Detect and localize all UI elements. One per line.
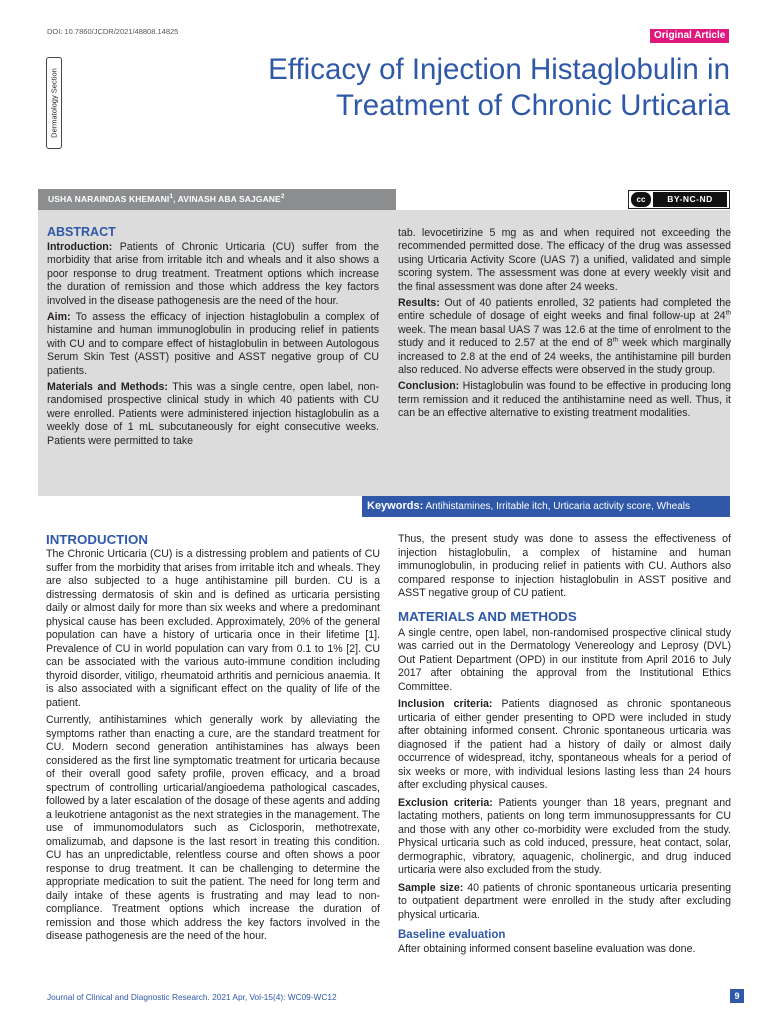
- inclusion-criteria: [398, 698, 731, 793]
- sup-results-a: th: [725, 309, 731, 317]
- author-2-affil: 2: [280, 193, 285, 201]
- text-introduction: Patients of Chronic Urticaria (CU) suffer from the morbidity that arise from irritable itch and wheals and it also shows a poor response to drug treatment. Treatment options which increase the duration of remission and those which address the key factors involved in the disease pathogenesis are the need of the hour.: [47, 241, 379, 307]
- abstract-introduction: [47, 241, 379, 308]
- text-conclusion: Histaglobulin was found to be effective in producing long term remission and it reduced the antihistamine need as well. Thus, it can be an effective alternative to existing treatment modalities.: [398, 380, 731, 420]
- text-sample: 40 patients of chronic spontaneous urticaria presenting to outpatient department were enrolled in the study after excluding physical urticaria.: [398, 881, 731, 921]
- title-line-2: Treatment of Chronic Urticaria: [335, 89, 730, 122]
- text-exclusion: Patients younger than 18 years, pregnant and lactating mothers, patients on long term immunosuppressants for CU and those with any other co-morbidity were excluded from the study. Physical urticaria such as cold induced, pressure, heat contact, solar, dermographic, vibratory, aquagenic, cholinergic, and drug induced urticaria were also excluded from the study.: [398, 796, 731, 876]
- text-inclusion: Patients diagnosed as chronic spontaneous urticaria of either gender presenting to OPD were included in study after obtaining informed consent. Chronic spontaneous urticaria was diagnosed if the patient had a history of daily or almost daily occurrence of widespread, itchy, spontaneous wheals for a period of six weeks or more, with individual lesions lasting less than 24 hours after excluding physical causes.: [398, 698, 731, 791]
- label-exclusion: Exclusion criteria:: [398, 796, 493, 809]
- keywords-text: Antihistamines, Irritable itch, Urticaria activity score, Wheals: [423, 501, 691, 512]
- abstract-aim: [47, 311, 379, 378]
- section-tag: [46, 57, 62, 149]
- license-badge[interactable]: [628, 190, 730, 209]
- abstract-heading: ABSTRACT: [47, 225, 116, 239]
- journal-footer: Journal of Clinical and Diagnostic Research. 2021 Apr, Vol-15(4): WC09-WC12: [47, 992, 337, 1002]
- article-title: [170, 52, 730, 124]
- abstract-right-column: [398, 227, 731, 424]
- methods-paragraph-1: A single centre, open label, non-randomised prospective clinical study was carried out in the Dermatology Venereology and Leprosy (DVL) Out Patient Department (OPD) in our institute from April 2016 to July 2017 after obtaining the approval from the Institutional Ethics Committee.: [398, 626, 731, 693]
- label-aim: Aim:: [47, 311, 71, 324]
- intro-paragraph-3: Thus, the present study was done to assess the effectiveness of injection histaglobulin, a complex of histamine and human immunoglobulin, in producing relief in patients with CU. Authors also compared response to injection histaglobulin in ASST positive and ASST negative group of CU patient.: [398, 533, 731, 599]
- introduction-heading: INTRODUCTION: [46, 532, 148, 547]
- sample-size: [398, 882, 731, 923]
- doi-text: DOI: 10.7860/JCDR/2021/48808.14825: [47, 27, 179, 36]
- page-number: 9: [730, 989, 744, 1003]
- text-results-a: Out of 40 patients enrolled, 32 patients had completed the entire schedule of dosage of eight weeks and final follow-up at 24: [398, 297, 731, 323]
- author-2: , AVINASH ABA SAJGANE: [173, 194, 281, 204]
- keywords-bar: [362, 496, 730, 517]
- title-line-1: Efficacy of Injection Histaglobulin in: [268, 53, 730, 86]
- text-results-c: week which marginally increased to 2.8 at the end of 24 weeks, the antihistamine pill burden also reduced. No adverse effects were observed in the study group.: [398, 337, 731, 377]
- author-1-affil: 1: [169, 193, 174, 201]
- baseline-text: After obtaining informed consent baseline evaluation was done.: [398, 943, 696, 955]
- body-left-column: [46, 548, 380, 948]
- abstract-conclusion: [398, 380, 731, 420]
- abstract-methods: [47, 381, 379, 448]
- keywords-label: Keywords:: [367, 500, 424, 512]
- sup-results-b: th: [612, 336, 619, 344]
- label-methods: Materials and Methods:: [47, 381, 168, 394]
- license-text: BY-NC-ND: [653, 192, 727, 207]
- label-conclusion: Conclusion:: [398, 380, 460, 393]
- intro-paragraph-1: The Chronic Urticaria (CU) is a distressing problem and patients of CU suffer from the morbidity that arises from irritable itch and wheals. They are also subjected to a huge antihistamine pill burden. CU is a distressing dermatosis of skin and is defined as urticaria persisting daily or almost daily for more than six weeks and where a predominant physical cause has been excluded. Approximately, 20% of the general population can have a history of urticaria once in their lifetime [1]. Prevalence of CU in world population can vary from 0.1 to 1% [2]. CU can be associated with the various auto-immune condition including thyroid disorder, vitiligo, rheumatoid arthritis and pernicious anaemia. It is also associated with a significant effect on the quality of life of the patient.: [46, 548, 380, 709]
- abstract-results: [398, 297, 731, 377]
- body-right-column: [398, 533, 731, 961]
- text-aim: To assess the efficacy of injection histaglobulin a complex of histamine and human immunoglobulin in producing relief in patients with CU and to compare effect of histaglobulin in between Autologous Serum Skin Test (ASST) positive and ASST negative group of CU patients.: [47, 311, 379, 377]
- intro-paragraph-2: Currently, antihistamines which generally work by alleviating the symptoms rather than enacting a cure, are the standard treatment for CU. Modern second generation antihistamines has always been considered as the first line symptomatic treatment for urticaria because of their overall good safety profile, proven efficacy, and a broad spectrum of controlling urticarial/angioedema pathological cascades, followed by a later escalation of the dosage of these agents and adding a leukotriene antagonist as the next strategies in the management. The use of immunomodulators such as Ciclosporin, methotrexate, omalizumab, and dapsone is the last resort in treating this condition. CU has an unpredictable, relentless course and often shows a poor response to drug treatment. It can be challenging to determine the appropriate medication to suit the patient. The need for long term and daily intake of these agents is frustrating and may lead to non-compliance. Treatment options which increase the duration of remission and those which address the key factors involved in the disease pathogenesis are the need of the hour.: [46, 714, 380, 942]
- section-label: Dermatology Section: [49, 68, 59, 138]
- label-sample: Sample size:: [398, 881, 464, 894]
- article-type-badge: Original Article: [650, 29, 729, 43]
- text-methods: This was a single centre, open label, non-randomised prospective clinical study in which 40 patients with CU were enrolled. Patients were administered injection histaglobulin as a weekly dose of 1 mL subcutaneously for eight consecutive weeks. Patients were permitted to take: [47, 381, 379, 447]
- text-results-b: week. The mean basal UAS 7 was 12.6 at the time of enrolment to the study and it reduced to 2.57 at the end of 8: [398, 323, 731, 350]
- abstract-methods-cont: tab. levocetirizine 5 mg as and when required not exceeding the recommended permitted dose. The efficacy of the drug was assessed using Urticaria Activity Score (UAS 7) a unified, validated and simple scoring system. The assessment was done at every weekly visit and the final assessment was done after 24 weeks.: [398, 227, 731, 293]
- label-inclusion: Inclusion criteria:: [398, 698, 493, 710]
- methods-heading: MATERIALS AND METHODS: [398, 608, 577, 624]
- cc-icon: cc: [631, 192, 651, 207]
- author-1: USHA NARAINDAS KHEMANI: [48, 194, 170, 204]
- abstract-left-column: [47, 225, 379, 451]
- label-results: Results:: [398, 297, 440, 310]
- baseline-heading: Baseline evaluation: [398, 929, 506, 941]
- exclusion-criteria: [398, 797, 731, 878]
- label-introduction: Introduction:: [47, 241, 113, 253]
- author-bar: [38, 189, 396, 210]
